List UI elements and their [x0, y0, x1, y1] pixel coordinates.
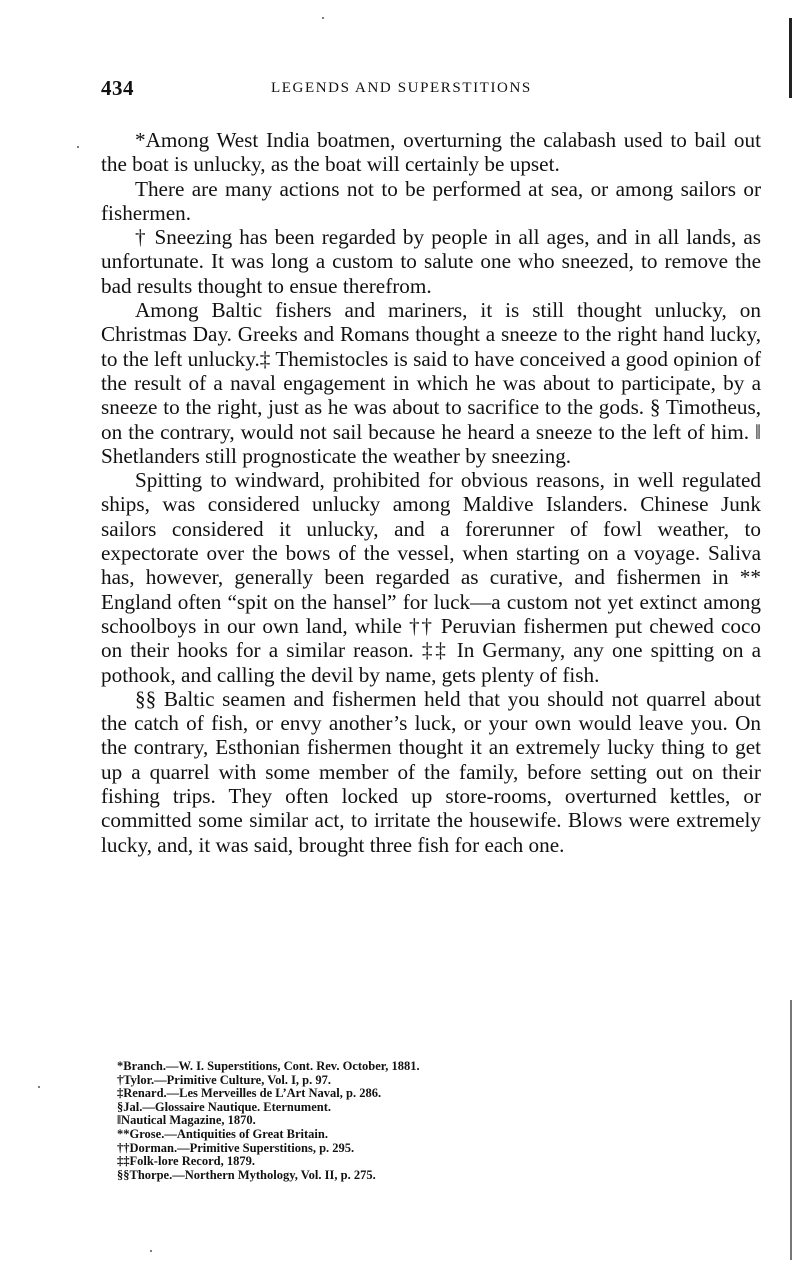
paragraph: Spitting to windward, prohibited for obvious reasons, in well regulated ships, was considered unlucky among Maldive Islanders. Chinese Junk sailors considered it unlucky, and a forerunner of fowl weather, to expectorate over the bows of the vessel, when starting on a voyage. Saliva has, however, generally been regarded as curative, and fishermen in ** England often “spit on the hansel” for luck—a custom not yet extinct among schoolboys in our own land, while †† Peruvian fishermen put chewed coco on their hooks for a similar reason. ‡‡ In Germany, any one spitting on a pothook, and calling the devil by name, gets plenty of fish. — [101, 468, 761, 687]
paragraph: §§ Baltic seamen and fishermen held that you should not quarrel about the catch of fish, or envy another’s luck, or your own would leave you. On the contrary, Esthonian fishermen thought it an extremely lucky thing to get up a quarrel with some member of the family, before setting out on their fishing trips. They often locked up store-rooms, overturned kettles, or committed some similar act, to irritate the housewife. Blows were extremely lucky, and, it was said, brought three fish for each one. — [101, 686, 761, 857]
running-title: LEGENDS AND SUPERSTITIONS — [271, 80, 532, 96]
paper-speck — [38, 1086, 40, 1088]
footnote: §Jal.—Glossaire Nautique. Eternument. — [117, 1099, 332, 1114]
page-number: 434 — [101, 76, 134, 100]
page-header — [101, 76, 761, 102]
page-edge-mark-lower — [790, 1000, 792, 1260]
body-text — [101, 128, 761, 857]
paper-speck — [77, 146, 79, 148]
page-edge-mark — [789, 18, 792, 98]
footnote: ‡‡Folk-lore Record, 1879. — [117, 1154, 255, 1169]
paragraph: † Sneezing has been regarded by people in all ages, and in all lands, as unfortunate. It was long a custom to salute one who sneezed, to remove the bad results thought to ensue therefrom. — [101, 225, 761, 298]
footnote: **Grose.—Antiquities of Great Britain. — [117, 1126, 328, 1141]
footnotes — [117, 1060, 717, 1182]
footnote: ‖Nautical Magazine, 1870. — [117, 1113, 256, 1128]
paragraph: Among Baltic fishers and mariners, it is still thought unlucky, on Christmas Day. Greeks and Romans thought a sneeze to the right hand lucky, to the left unlucky.‡ Themistocles is said to have conceived a good opinion of the result of a naval engagement in which he was about to participate, by a sneeze to the right, just as he was about to sacrifice to the gods. § Timotheus, on the contrary, would not sail because he heard a sneeze to the left of him. ‖ Shetlanders still prognosticate the weather by sneezing. — [101, 298, 761, 468]
footnote: ‡Renard.—Les Merveilles de L’Art Naval, p. 286. — [117, 1086, 382, 1101]
footnote: §§Thorpe.—Northern Mythology, Vol. II, p. 275. — [117, 1167, 376, 1182]
paper-speck — [150, 1250, 152, 1252]
footnote: ††Dorman.—Primitive Superstitions, p. 295. — [117, 1140, 355, 1155]
paper-speck — [322, 17, 324, 19]
paragraph: There are many actions not to be performed at sea, or among sailors or fishermen. — [101, 176, 761, 225]
footnote: †Tylor.—Primitive Culture, Vol. I, p. 97. — [117, 1072, 332, 1087]
paragraph: *Among West India boatmen, overturning the calabash used to bail out the boat is unlucky, as the boat will certainly be upset. — [101, 128, 761, 177]
footnote: *Branch.—W. I. Superstitions, Cont. Rev. October, 1881. — [117, 1059, 420, 1073]
